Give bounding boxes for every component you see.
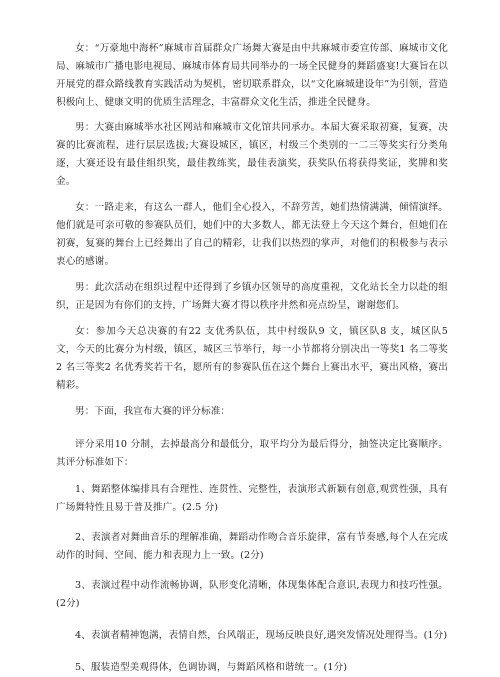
paragraph-scoring-method: 评分采用10 分制，去掉最高分和最低分，取平均分为最后得分，抽签决定比赛顺序。其评分标准如下： — [56, 439, 448, 468]
paragraph-opening-female: 女：“万豪地中海杯”麻城市首届群众广场舞大赛是由中共麻城市委宣传部、麻城市文化局、麻城市广播电影电视局、麻城市体育局共同举办的一场全民健身的舞蹈盛宴!大赛旨在以开展党的群众路线教育实践活动为契机，密切联系群众，以“文化麻城建设年”为引领，营造积极向上、健康文明的优质生活理念，丰富群众文化生活，推进全民健身。 — [56, 43, 448, 108]
paragraph-thanks-leaders: 男：此次活动在组织过程中还得到了乡镇办区领导的高度重视，文化站长全力以赴的组织，正是因为有你们的支持，广场舞大赛才得以秩序井然和亮点纷呈，谢谢您们。 — [56, 282, 448, 311]
scoring-criterion-1: 1、舞蹈整体编排具有合理性、连贯性、完整性，表演形式新颖有创意,观赏性强，具有广场舞特性且易于普及推广。(2.5 分) — [56, 484, 448, 513]
paragraph-scoring-announcement: 男：下面，我宣布大赛的评分标准： — [75, 406, 231, 417]
scoring-criterion-2: 2、表演者对舞曲音乐的理解准确，舞蹈动作吻合音乐旋律，富有节奏感,每个人在完成动作的时间、空间、能力和表现力上一致。(2分) — [56, 532, 448, 561]
paragraph-organizers-male: 男：大赛由麻城举水社区网站和麻城市文化馆共同承办。本届大赛采取初赛，复赛，决赛的比赛流程，进行层层选拔;大赛设城区，镇区，村级三个类别的一二三等奖实行分类角逐，大赛还设有最佳组织奖，最佳教练奖，最佳表演奖，获奖队伍将获得奖证，奖牌和奖金。 — [56, 122, 448, 187]
paragraph-thanks-participants: 女：一路走来，有这么一群人，他们全心投入，不辞劳苦，她们热情满满，倾情演绎。他们就是可亲可敬的参赛队员们，她们中的大多数人，都无法登上今天这个舞台，但她们在初赛，复赛的舞台上已经舞出了自己的精彩，让我们以热烈的掌声，对他们的积极参与表示衷心的感谢。 — [56, 202, 448, 267]
document-page — [56, 40, 448, 677]
scoring-criterion-3: 3、表演过程中动作流畅协调，队形变化清晰，体现集体配合意识,表现力和技巧性强。(2分) — [56, 580, 448, 609]
paragraph-finals-intro: 女：参加今天总决赛的有22 支优秀队伍，其中村级队9 文，镇区队8 支，城区队5 文，今天的比赛分为村级，镇区，城区三节举行，每一小节都将分别决出一等奖1 名二等奖2 名三等奖2 名优秀奖若干名，愿所有的参赛队伍在这个舞台上赛出水平，赛出风格，赛出精彩。 — [56, 326, 448, 391]
scoring-criterion-4: 4、表演者精神饱满，表情自然，台风端正，现场反映良好,遇突发情况处理得当。(1分) — [75, 630, 448, 641]
scoring-criterion-5: 5、服装造型美观得体，色调协调，与舞蹈风格和谐统一。(1分) — [75, 662, 348, 673]
